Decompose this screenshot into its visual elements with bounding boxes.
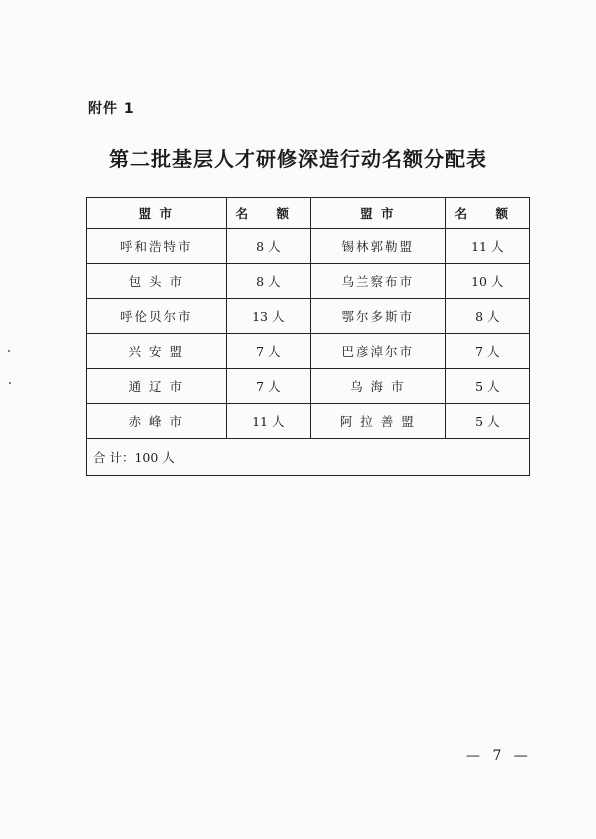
region-cell: 鄂尔多斯市 [310,299,445,334]
quota-cell: 11 人 [226,404,310,439]
page-title: 第二批基层人才研修深造行动名额分配表 [109,147,487,171]
table-row [87,299,530,334]
page-number: — 7 — [466,748,532,764]
total-cell: 合 计：100 人 [87,439,530,476]
region-cell: 乌 海 市 [310,369,445,404]
quota-cell: 10 人 [445,264,529,299]
region-cell: 巴彦淖尔市 [310,334,445,369]
table-row [87,404,530,439]
quota-cell: 7 人 [226,369,310,404]
quota-cell: 5 人 [445,369,529,404]
region-cell: 赤 峰 市 [87,404,227,439]
region-cell: 呼和浩特市 [87,229,227,264]
quota-cell: 7 人 [226,334,310,369]
attachment-label: 附件 1 [88,101,135,117]
quota-cell: 8 人 [226,264,310,299]
table-header-row [87,198,530,229]
header-quota-2: 名 额 [445,198,529,229]
region-cell: 阿 拉 善 盟 [310,404,445,439]
table-row [87,264,530,299]
quota-cell: 13 人 [226,299,310,334]
scan-specks [8,350,12,390]
quota-cell: 8 人 [445,299,529,334]
header-region-2: 盟 市 [310,198,445,229]
header-region-1: 盟 市 [87,198,227,229]
table-row [87,369,530,404]
region-cell: 锡林郭勒盟 [310,229,445,264]
region-cell: 兴 安 盟 [87,334,227,369]
quota-table [86,197,530,476]
quota-cell: 11 人 [445,229,529,264]
table-total-row [87,439,530,476]
region-cell: 乌兰察布市 [310,264,445,299]
table-row [87,229,530,264]
region-cell: 包 头 市 [87,264,227,299]
quota-cell: 7 人 [445,334,529,369]
region-cell: 通 辽 市 [87,369,227,404]
region-cell: 呼伦贝尔市 [87,299,227,334]
quota-cell: 5 人 [445,404,529,439]
quota-cell: 8 人 [226,229,310,264]
header-quota-1: 名 额 [226,198,310,229]
table-row [87,334,530,369]
